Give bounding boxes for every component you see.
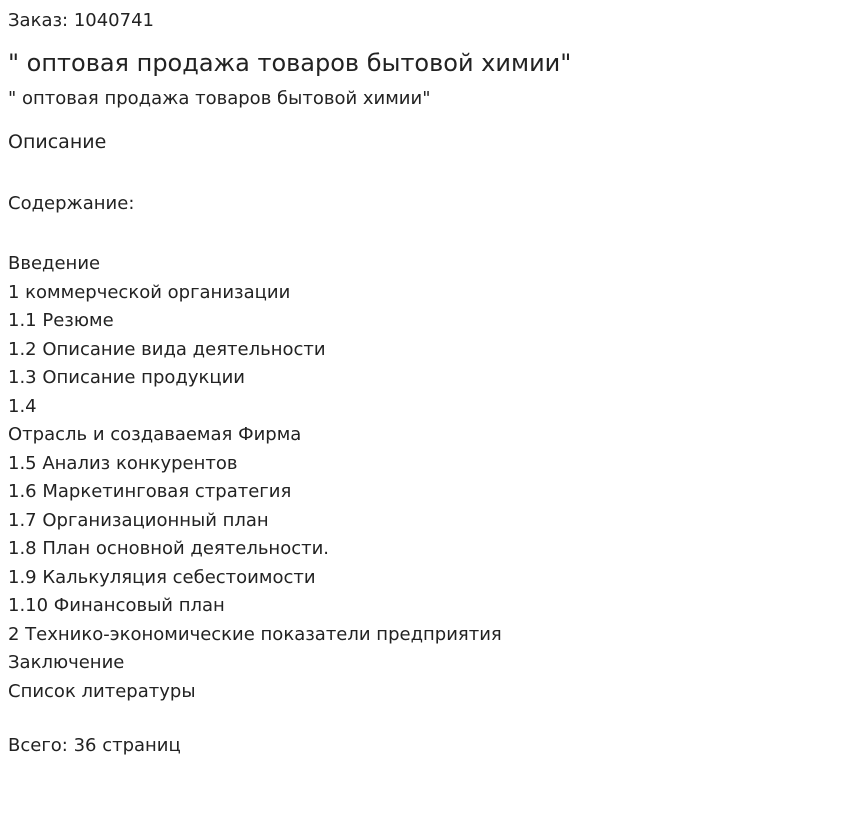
page-title: " оптовая продажа товаров бытовой химии" [8,49,572,77]
toc-item: 1.10 Финансовый план [8,595,225,616]
toc-item: Список литературы [8,680,196,702]
toc-item: Отрасль и создаваемая Фирма [8,424,302,445]
order-number: Заказ: 1040741 [8,10,154,31]
contents-label: Содержание: [8,193,135,214]
toc-item: 1.3 Описание продукции [8,367,245,388]
toc-item: 1.2 Описание вида деятельности [8,338,326,360]
toc-item: 1.4 [8,395,37,417]
toc-item: 1.8 План основной деятельности. [8,538,330,559]
toc-item: 2 Технико-экономические показатели предприятия [8,623,502,645]
description-heading: Описание [8,131,107,153]
table-of-contents [8,250,502,706]
toc-item: Заключение [8,652,125,673]
toc-item: 1 коммерческой организации [8,281,291,303]
page-subtitle: " оптовая продажа товаров бытовой химии" [8,88,431,109]
toc-item: 1.9 Калькуляция себестоимости [8,566,316,588]
total-pages: Всего: 36 страниц [8,735,181,756]
toc-item: 1.6 Маркетинговая стратегия [8,481,292,502]
toc-item: 1.5 Анализ конкурентов [8,452,238,474]
toc-item: 1.7 Организационный план [8,509,269,531]
toc-item: 1.1 Резюме [8,310,114,331]
toc-item: Введение [8,253,101,274]
